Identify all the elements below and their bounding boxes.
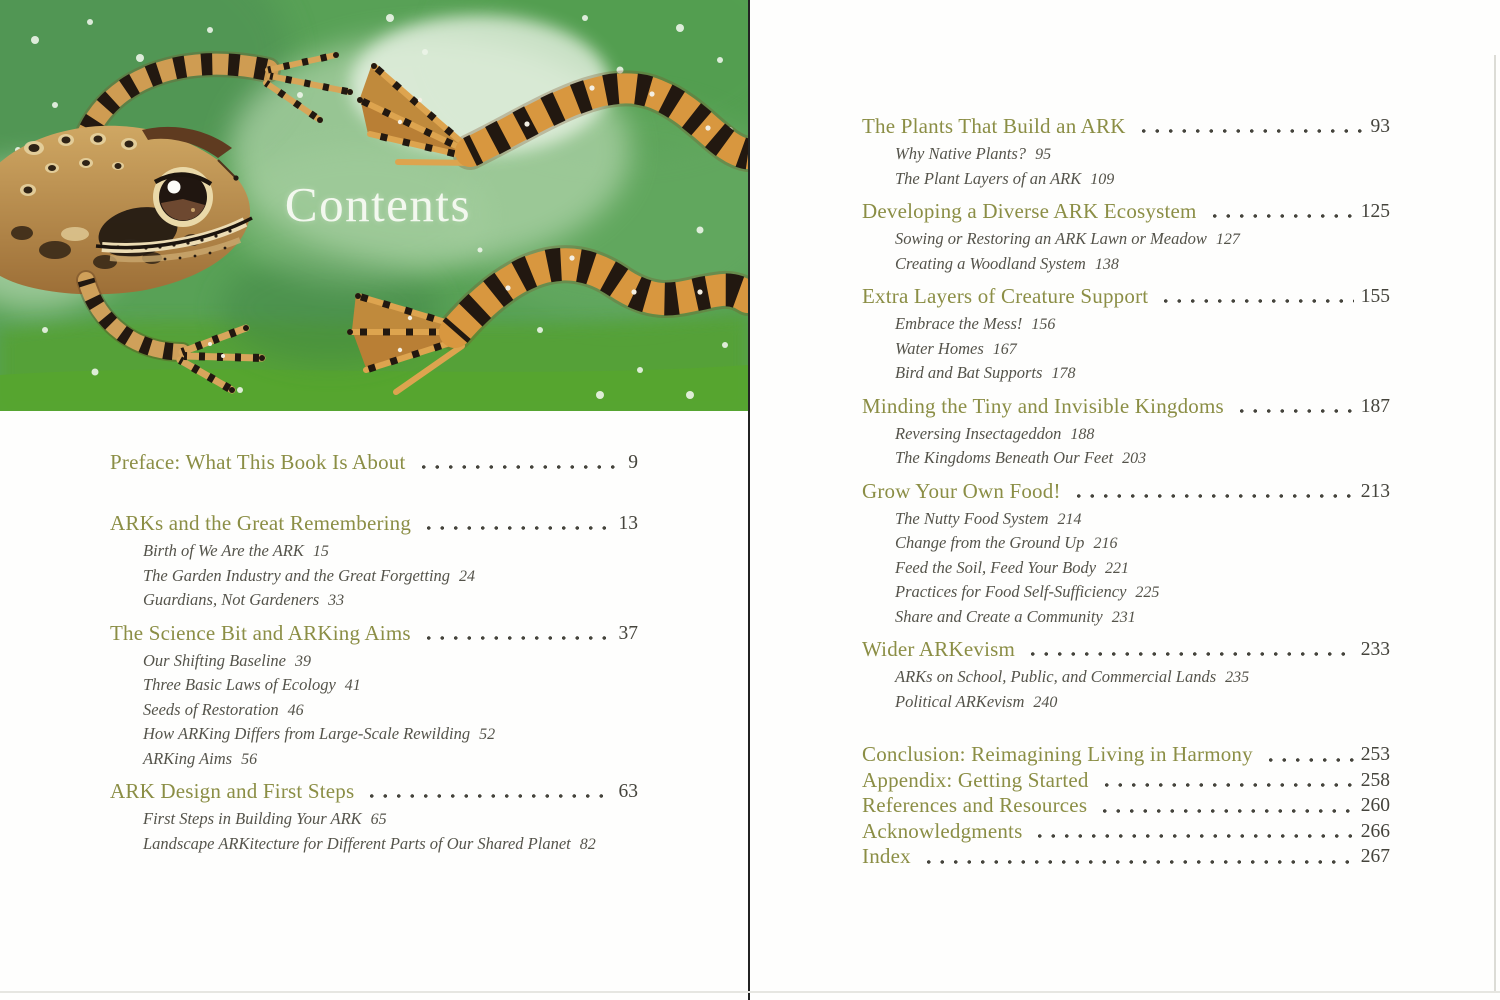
page-number: 167 [992,340,1017,358]
toc-sub-title: Water Homes [895,338,984,358]
page-number: 216 [1093,535,1118,552]
page-number: 63 [618,781,638,802]
toc-sub-entry [143,722,638,747]
toc-sub-title: The Plant Layers of an ARK [895,168,1082,188]
leader-dots [1206,199,1354,224]
page-number: 266 [1360,820,1390,842]
toc-sub-list [143,807,638,856]
page-number: 235 [1225,669,1250,686]
toc-sub-entry [143,832,638,857]
page-number: 156 [1031,316,1056,333]
toc-sub-entry [895,167,1390,192]
toc-sub-title: Bird and Bat Supports [895,363,1043,382]
toc-sub-entry [895,665,1390,690]
page-number: 178 [1051,365,1076,382]
toc-entry-title: Extra Layers of Creature Support [862,284,1149,308]
toc-sub-title: Three Basic Laws of Ecology [143,675,336,694]
page-number: 125 [1360,201,1390,222]
toc-entry-title: Wider ARKevism [862,637,1016,661]
toc-entry-block [110,779,638,856]
leader-dots [420,511,611,536]
toc-sub-title: Reversing Insectageddon [895,423,1062,443]
toc-entry-title: The Science Bit and ARKing Aims [110,620,411,645]
toc-sub-title: Why Native Plants? [895,144,1027,163]
toc-entry [862,844,1390,870]
toc-sub-title: Share and Create a Community [895,606,1103,626]
leader-dots [415,450,622,475]
toc-entry [862,637,1390,662]
page-number: 213 [1360,480,1390,502]
page-number: 138 [1094,255,1119,273]
toc-entry [110,621,638,646]
page-number: 24 [459,567,476,585]
toc-entry [862,114,1390,139]
page-number: 221 [1105,559,1130,577]
page-right-edge [1494,55,1496,993]
leader-dots [420,621,612,646]
toc-entry [862,199,1390,224]
toc-sub-entry [895,507,1390,532]
toc-sub-title: Embrace the Mess! [895,314,1023,333]
toc-sub-title: Practices for Food Self-Sufficiency [895,582,1127,601]
page-number: 214 [1057,510,1082,528]
page-number: 41 [344,677,361,694]
page-number: 56 [241,750,258,768]
toc-sub-list [143,539,638,613]
toc-sub-entry [143,698,638,723]
toc-sub-entry [895,227,1390,252]
toc-sub-list [895,142,1390,191]
toc-sub-entry [895,142,1390,167]
leader-dots [920,844,1354,870]
toc-entry-block [110,621,638,772]
toc-sub-entry [143,649,638,674]
toc-entry-title: Conclusion: Reimagining Living in Harmony [862,742,1253,766]
toc-entry-block [862,394,1390,471]
toc-sub-entry [895,337,1390,362]
toc-entry-title: Index [862,844,911,868]
toc-entry [862,479,1390,504]
page-number: 95 [1035,146,1052,163]
toc-sub-title: Creating a Woodland System [895,253,1086,273]
page-number: 233 [1360,639,1390,660]
toc-sub-list [895,507,1390,630]
page-number: 253 [1360,744,1390,765]
page-number: 9 [628,452,638,473]
page-number: 258 [1360,769,1390,791]
toc-entry-title: Minding the Tiny and Invisible Kingdoms [862,393,1224,418]
page-number: 15 [312,543,329,560]
page-number: 39 [295,652,311,670]
page-number: 52 [479,726,496,743]
toc-entry-block [110,511,638,613]
toc-sub-list [895,665,1390,714]
toc-entry [110,511,638,536]
toc-sub-title: Our Shifting Baseline [143,650,286,670]
toc-sub-title: The Nutty Food System [895,508,1049,528]
toc-back-matter [862,742,1390,870]
toc-sub-entry [143,673,638,698]
leader-dots [1031,819,1353,845]
toc-right-chapters [862,114,1390,714]
toc-entry-block [862,479,1390,630]
page-number: 203 [1122,450,1147,467]
toc-entry [110,450,638,475]
page-number: 260 [1360,795,1390,816]
toc-entry-block [862,637,1390,714]
toc-sub-title: Feed the Soil, Feed Your Body [895,557,1097,577]
page-gutter-line [748,0,750,1000]
toc-entry-title: ARKs and the Great Remembering [110,511,412,535]
toc-entry-title: References and Resources [862,793,1088,817]
toc-sub-title: Sowing or Restoring an ARK Lawn or Meadow [895,229,1207,248]
toc-sub-title: First Steps in Building Your ARK [143,809,362,828]
toc-sub-title: Guardians, Not Gardeners [143,590,320,609]
page-number: 33 [328,592,345,609]
toc-right-column [862,114,1390,870]
contents-title: Contents [284,177,472,232]
toc-entry [862,819,1390,845]
toc-sub-title: Seeds of Restoration [143,699,279,719]
toc-sub-entry [895,580,1390,605]
page-number: 267 [1360,846,1390,867]
toc-sub-title: ARKs on School, Public, and Commercial Lands [895,667,1217,686]
toc-sub-entry [895,556,1390,581]
page-number: 65 [370,811,387,828]
page-number: 13 [618,513,638,534]
page-number: 155 [1360,286,1390,307]
toc-sub-list [895,422,1390,471]
leader-dots [1157,284,1353,309]
page-number: 46 [287,701,304,719]
toc-entry-block [862,284,1390,386]
toc-sub-list [895,227,1390,276]
toc-entry-block [862,114,1390,191]
toc-sub-entry [895,312,1390,337]
toc-sub-entry [895,422,1390,447]
leader-dots [1070,479,1354,504]
toc-sub-entry [895,605,1390,630]
toc-entry [862,768,1390,794]
toc-sub-title: Birth of We Are the ARK [143,541,304,560]
toc-sub-entry [143,807,638,832]
toc-entry-title: Preface: What This Book Is About [110,450,406,474]
toc-sub-title: Change from the Ground Up [895,533,1085,552]
leader-dots [1024,637,1354,662]
page-bottom-edge [0,991,1500,993]
toc-sub-entry [895,690,1390,715]
toc-sub-entry [895,531,1390,556]
toc-entry [862,394,1390,419]
toc-sub-list [895,312,1390,386]
toc-entry [110,779,638,804]
page-number: 240 [1033,693,1058,711]
toc-sub-entry [143,539,638,564]
toc-sub-title: The Garden Industry and the Great Forgetting [143,565,451,585]
leader-dots [1262,742,1354,768]
toc-sub-title: The Kingdoms Beneath Our Feet [895,448,1114,467]
page-number: 109 [1090,170,1115,188]
toc-entry-block [862,199,1390,276]
toc-sub-list [143,649,638,772]
toc-sub-title: Landscape ARKitecture for Different Parts of Our Shared Planet [143,833,571,853]
toc-sub-entry [895,252,1390,277]
page-number: 225 [1135,584,1160,601]
toc-sub-entry [895,446,1390,471]
toc-sub-entry [143,747,638,772]
leader-dots [1096,793,1354,819]
toc-sub-entry [895,361,1390,386]
page-number: 188 [1070,425,1095,443]
toc-entry-title: Appendix: Getting Started [862,767,1089,792]
toc-sub-title: Political ARKevism [895,691,1025,711]
toc-entry-title: Developing a Diverse ARK Ecosystem [862,199,1197,223]
toc-entry-title: Grow Your Own Food! [862,478,1061,503]
toc-sub-title: ARKing Aims [143,748,233,768]
leader-dots [1098,768,1354,794]
toc-entry [862,284,1390,309]
toc-sub-entry [143,564,638,589]
toc-entry [862,742,1390,768]
toc-sub-entry [143,588,638,613]
leader-dots [1233,394,1354,419]
page-number: 231 [1111,608,1136,626]
toc-left-column [110,450,638,864]
toc-entry [862,793,1390,819]
page-number: 187 [1360,395,1390,417]
toc-entry-title: The Plants That Build an ARK [862,114,1126,138]
toc-entry-title: ARK Design and First Steps [110,779,355,803]
toc-entry-title: Acknowledgments [862,818,1023,843]
leader-dots [363,779,611,804]
toc-sub-title: How ARKing Differs from Large-Scale Rewilding [143,724,471,743]
toc-entry-block [110,450,638,475]
page-number: 82 [579,835,596,853]
page-number: 127 [1215,231,1240,248]
leader-dots [1135,114,1364,139]
page-number: 37 [618,622,638,644]
frog-eye [153,167,213,227]
page-number: 93 [1370,116,1390,137]
